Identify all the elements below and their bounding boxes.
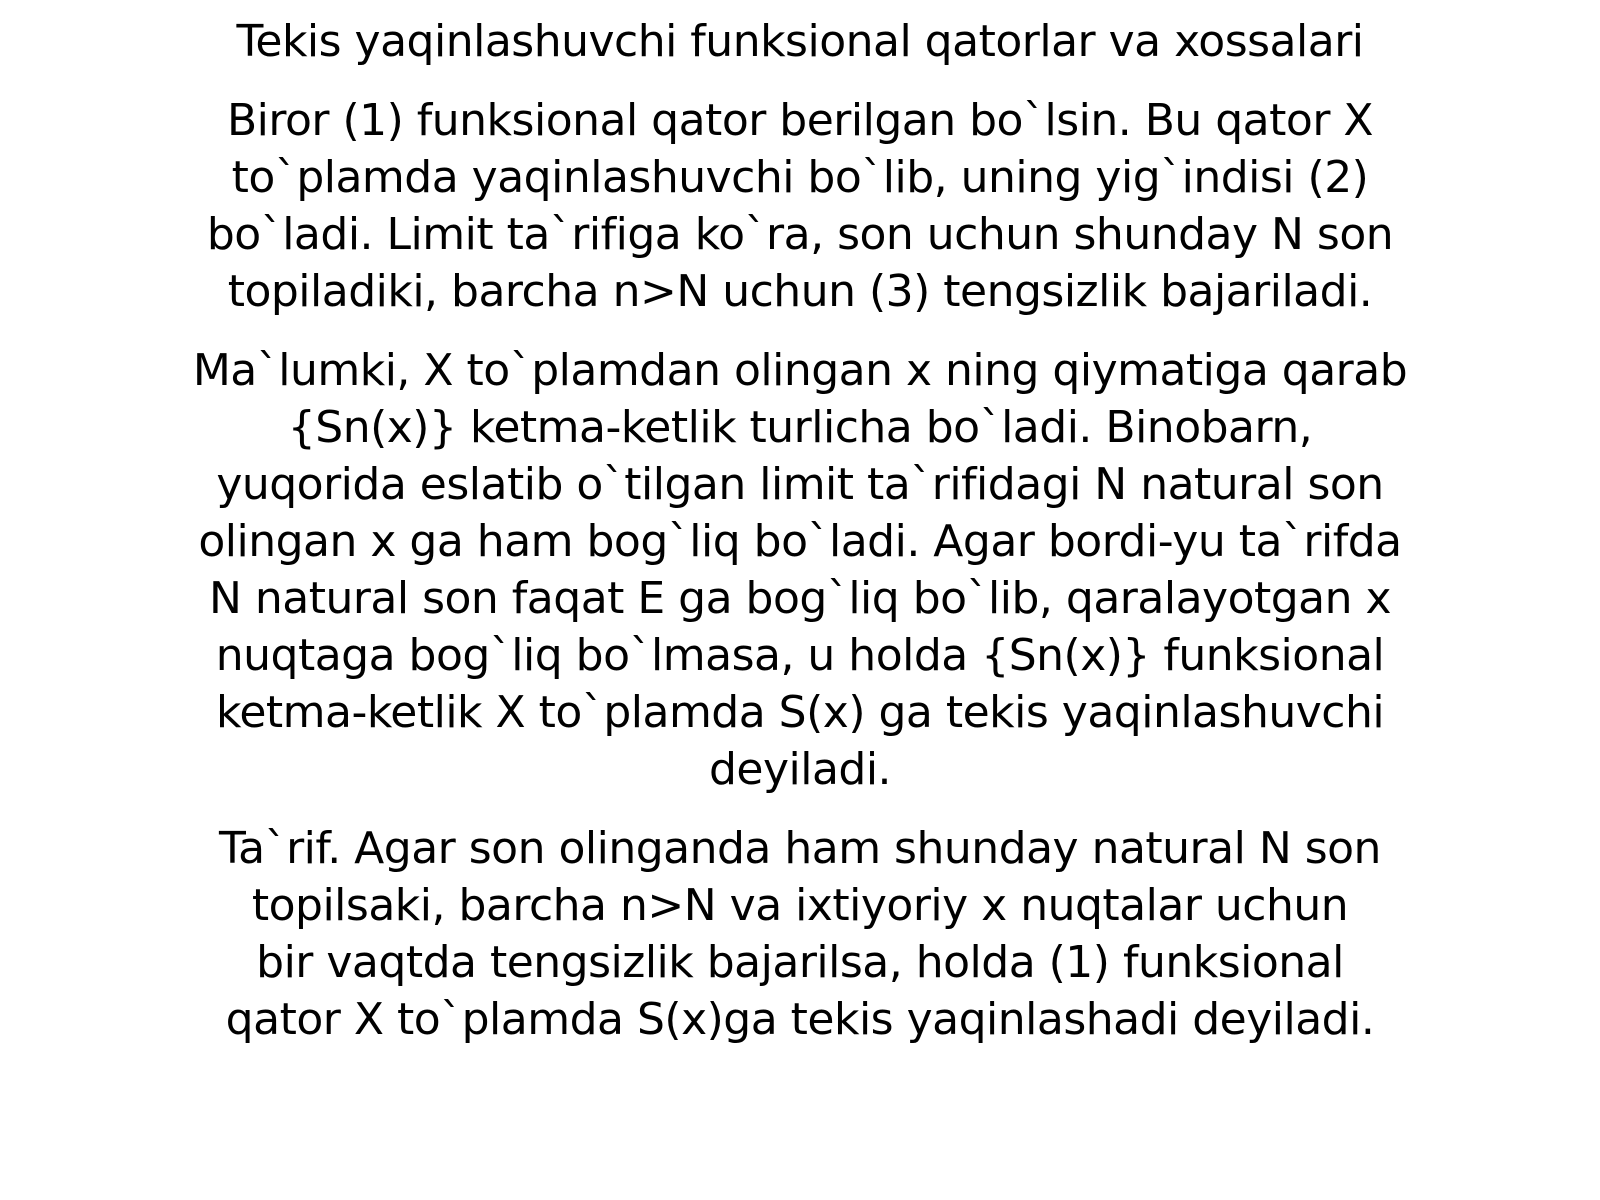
paragraph-line: topilsaki, barcha n>N va ixtiyoriy x nuqtalar uchun	[251, 880, 1349, 931]
paragraph-line: N natural son faqat E ga bog`liq bo`lib, qaralayotgan x	[208, 573, 1392, 624]
paragraph-line: ketma-ketlik X to`plamda S(x) ga tekis yaqinlashuvchi	[215, 687, 1385, 738]
paragraph-line: qator X to`plamda S(x)ga tekis yaqinlashadi deyiladi.	[225, 994, 1375, 1045]
paragraph-line: bo`ladi. Limit ta`rifiga ko`ra, son uchun shunday N son	[206, 209, 1394, 260]
slide-title: Tekis yaqinlashuvchi funksional qatorlar va xossalari	[236, 16, 1364, 67]
paragraph-line: Ta`rif. Agar son olinganda ham shunday natural N son	[219, 823, 1381, 874]
slide	[190, 14, 1410, 1186]
paragraph-line: topiladiki, barcha n>N uchun (3) tengsizlik bajariladi.	[227, 266, 1373, 317]
paragraph-line: to`plamda yaqinlashuvchi bo`lib, uning yig`indisi (2)	[231, 152, 1369, 203]
paragraph-line: deyiladi.	[708, 744, 892, 795]
paragraph-line: nuqtaga bog`liq bo`lmasa, u holda {Sn(x)} funksional	[215, 630, 1385, 681]
paragraph-line: Biror (1) funksional qator berilgan bo`lsin. Bu qator X	[226, 95, 1374, 146]
paragraph-series-convergence	[190, 92, 1410, 320]
paragraph-line: Ma`lumki, X to`plamdan olingan x ning qiymatiga qarab	[192, 345, 1408, 396]
paragraph-line: olingan x ga ham bog`liq bo`ladi. Agar bordi-yu ta`rifda	[198, 516, 1402, 567]
paragraph-uniform-convergence-explanation	[190, 342, 1410, 798]
paragraph-definition	[190, 820, 1410, 1048]
paragraph-line: {Sn(x)} ketma-ketlik turlicha bo`ladi. Binobarn,	[287, 402, 1313, 453]
paragraph-line: yuqorida eslatib o`tilgan limit ta`rifidagi N natural son	[216, 459, 1384, 510]
paragraph-line: bir vaqtda tengsizlik bajarilsa, holda (1) funksional	[256, 937, 1344, 988]
